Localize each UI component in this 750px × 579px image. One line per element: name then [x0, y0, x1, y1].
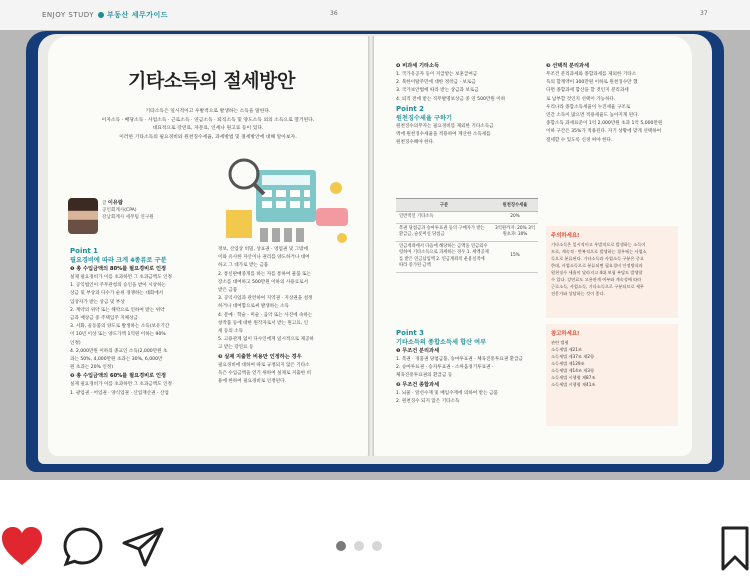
body-line: 필요경비에 따라 크게 4종류로 구분 [70, 257, 167, 264]
piggy-bank-icon [316, 208, 348, 226]
magnifier-icon [230, 160, 258, 188]
body-line: 2. 북한이탈주민에 대한 정착금 · 보로금 [396, 80, 476, 86]
note-line: 원천징수 세율이 달라지고 4대 보험 부담도 발생할 [551, 270, 643, 275]
author-line: 공인회계사(CPA) [102, 208, 137, 213]
body-line: 원 초과는 20% 인정) [70, 365, 114, 371]
body-line: 3. 서화, 골동품의 양도로 발생하는 소득(보유기간 [70, 324, 170, 330]
body-line: 장소를 대여하고 500만원 이하의 사용료로서 [218, 279, 309, 285]
brand-sub: 부동산 세무가이드 [106, 11, 169, 19]
withholding-rate-table [396, 198, 538, 273]
author-label: 글 [102, 201, 107, 206]
article-title: 기타소득의 절세방안 [128, 70, 295, 92]
table-row [396, 241, 538, 272]
body-line: 1. 복권 · 경품권 당첨금품, 승마투표권 · 체육진흥투표권 환급금 [396, 357, 523, 362]
carousel-dot[interactable] [372, 541, 382, 551]
tax-illustration [216, 148, 356, 248]
table-cell-label: 복권 당첨금과 승마투표권 등의 구매자가 받는 환급금, 슬롯머신 당첨금 [396, 223, 492, 241]
body-line: 로 납부할 것인지 선택이 가능하다. [546, 96, 616, 102]
note-line: 기타소득은 일시적이고 우발적으로 발생하는 소득이 [551, 242, 646, 247]
body-line: 원천징수의무자는 필요경비를 제외한 기타소득금 [396, 123, 494, 129]
body-line: 액에 원천징수세율을 적용하여 계산한 소득세를 [396, 132, 491, 138]
body-line: 원천징수세율 구하기 [396, 114, 452, 122]
body-line: 상금 및 부상과 다수가 순위 경쟁하는 대회에서 [70, 291, 164, 297]
brand-text: ENJOY STUDY [42, 11, 94, 19]
table-cell-value: 3억원까지: 20% 3억원초과: 30% [492, 223, 538, 241]
lead-line: 이자소득 · 배당소득 · 사업소득 · 근로소득 · 연금소득 · 퇴직소득 및 양도소득 외의 소득으로 열거된다. [101, 117, 315, 123]
right-page [374, 36, 692, 456]
page-number-left: 36 [330, 10, 338, 17]
body-line: 이 10년 이상 또는 양도가액 1억원 이하는 90% [70, 332, 166, 338]
body-line: 5. 고용관계 없이 다수인에게 일시적으로 제공하 [218, 337, 314, 343]
body-line: 2. 원천징수 되지 않은 기타소득 [396, 398, 460, 404]
table-cell-label: 일반적인 기타소득 [396, 212, 492, 224]
body-line: 무조건 분리과세와 종합과세를 제외한 기타소 [546, 72, 637, 77]
body-line: 원천징수해야 한다. [396, 140, 435, 146]
body-line: 금과 배상금 중 주택입주 지체상금 [70, 316, 138, 322]
note-line: 소득세법 시행령 제41조 [551, 382, 596, 387]
reference-note [546, 324, 678, 426]
note-line: 전문가와 상담하는 것이 좋다. [551, 291, 605, 296]
table-header: 원천징수세율 [492, 199, 538, 212]
body-line: 용에 한하여 필요경비로 인정된다. [218, 379, 286, 385]
body-line: 절세할 수 있도록 신경 써야 한다. [546, 137, 613, 143]
note-line: 소득세법 제21조 [551, 347, 582, 352]
body-line: 득은 수입금액을 얻기 위하여 실제로 지출한 비 [218, 370, 312, 376]
note-line: 근로소득, 사업소득, 기타소득으로 구분되므로 세무 [551, 284, 644, 289]
action-bar [0, 480, 750, 579]
body-line: 득의 합계액이 300만원 이하로 원천징수만 했 [546, 80, 638, 86]
body-line: ❶ 총 수입금액의 80%를 필요경비로 인정 [70, 266, 166, 272]
body-line: 세 등의 소득 [218, 329, 244, 335]
body-line: ❷ 총 수입금액의 60%를 필요경비로 인정 [70, 373, 166, 380]
left-page [48, 36, 368, 456]
table-cell-value: 15% [492, 241, 538, 272]
page-number-right: 37 [700, 10, 708, 17]
body-line: 창작품 등에 대한 원작자로서 받는 원고료, 인 [218, 320, 309, 326]
body-line: 2. 승마투표권 · 승자투표권 · 소싸움경기투표권 · [396, 365, 494, 371]
note-line: 소득세법 제129조 [551, 361, 585, 366]
note-line: 수 있다. 강연료도 고용관계 여부와 계속성에 따라 [551, 277, 642, 282]
body-line: 필요경비에 대하여 따로 규정되지 않은 기타소 [218, 362, 310, 368]
left-column-2 [218, 246, 358, 386]
body-line: 인정) [70, 340, 81, 346]
body-line: 1. 뇌물 · 알선수재 및 배임수재에 의하여 받는 금품 [396, 390, 498, 396]
lead-line: 대표적으로 강연료, 자문료, 인세나 원고료 등이 있다. [152, 126, 264, 132]
body-line: 이하 구간은 35%가 적용된다. 자기 상황에 맞게 선택하여 [546, 129, 662, 135]
body-line: 종합소득 과세표준이 1억 2,000만원 초과 1억 5,000만원 [546, 121, 663, 127]
note-line: 소득세법 시행령 제87조 [551, 375, 596, 380]
body-line: 4. 문예 · 학술 · 미술 · 음악 또는 사진에 속하는 [218, 312, 313, 318]
body-line: 1. 공익법인이 주무관청의 승인을 받아 시상하는 [70, 283, 166, 289]
body-line: ❹ 비과세 기타소득 [396, 63, 440, 69]
body-line: 3. 공익사업과 관련하여 지역권 · 지상권을 설정 [218, 296, 313, 302]
author-avatar [68, 198, 98, 234]
body-line: 3. 국가보안법에 따라 받는 상금과 보로금 [396, 88, 479, 94]
note-line: 득으로 분류된다. 기타소득과 사업소득 구분은 중요 [551, 256, 644, 261]
spread-header [0, 0, 750, 30]
like-heart-icon[interactable] [0, 525, 44, 569]
brand-dot-icon [98, 12, 104, 18]
table-row [396, 212, 538, 224]
body-line: ❷ 무조건 종합과세 [396, 381, 440, 388]
body-line: 2. 계약의 위약 또는 해약으로 인하여 받는 위약 [70, 307, 165, 313]
note-body [546, 339, 678, 388]
note-line: 관련 법령 [551, 340, 569, 345]
carousel-dots[interactable] [336, 541, 396, 551]
note-line: 소득세법 제14조 제3항 [551, 368, 595, 373]
caution-note [546, 226, 678, 318]
lead-line: 이러한 기타소득의 필요경비와 원천징수세율, 과세방법 및 절세방안에 대해 알아보자. [119, 134, 297, 140]
body-line: 4. 2,000만원 이하의 종교인 소득(2,000만원 초 [70, 348, 168, 354]
author-line: 강남회계사 세무팀 연구원 [102, 215, 154, 220]
right-column-1-bottom [396, 328, 541, 406]
carousel-dot[interactable] [354, 541, 364, 551]
brand-label [42, 10, 168, 20]
right-column-2 [546, 62, 686, 145]
note-line: 한데, 사업소득으로 분류되면 필요경비 인정방식과 [551, 263, 643, 268]
author-block [102, 200, 154, 221]
lead-line: 기타소득은 일시적이고 우발적으로 발생하는 소득을 말한다. [145, 109, 271, 114]
body-line: 하거나 대여함으로써 발생하는 소득 [218, 304, 289, 310]
table-row [396, 223, 538, 241]
body-line: 1. 광업권 · 어업권 · 양식업권 · 산업재산권 · 산업 [70, 390, 169, 396]
body-line: 고 받는 강연료 등 [218, 345, 254, 351]
note-line: 므로, 계속적 · 반복적으로 발생하는 경우에는 사업소 [551, 249, 647, 254]
body-line: 1. 국가유공자 등이 지급받는 보훈급여금 [396, 72, 478, 77]
body-line: 체육진흥투표권의 환급금 등 [396, 373, 453, 379]
right-column-1-top [396, 62, 541, 147]
table-header: 구분 [396, 199, 492, 212]
article-lead [70, 108, 346, 142]
body-line: 입상자가 받는 상금 및 부상 [70, 299, 125, 305]
body-line: ❸ 실제 지출한 비용만 인정하는 경우 [218, 353, 302, 360]
note-title: 참고하세요! [551, 331, 580, 337]
body-line: 우리나라 종합소득세율이 누진세율 구조로 [546, 104, 631, 110]
body-line: 과는 50%, 4,000만원 초과는 30%, 6,000만 [70, 357, 163, 363]
bookmark-icon[interactable] [721, 526, 749, 572]
left-column-1 [70, 246, 210, 398]
body-line: 연간 소득이 많으면 적용세율도 높아지게 된다. [546, 113, 640, 119]
body-line: Point 2 [396, 104, 424, 113]
body-line: 실제 필요경비가 이를 초과하면 그 초과금액도 인정 [70, 382, 172, 388]
body-line: 받은 금품 [218, 288, 238, 294]
body-line: ❸ 선택적 분리과세 [546, 63, 590, 69]
body-line: 정보, 산업상 비밀, 상표권 · 영업권 및 그밖에 [218, 247, 309, 252]
body-line: Point 3 [396, 329, 424, 337]
comment-icon[interactable] [62, 526, 104, 568]
body-line: ❶ 무조건 분리과세 [396, 348, 440, 354]
body-line: 실제 필요경비가 이를 초과하면 그 초과금액도 인정 [70, 275, 172, 280]
body-line: 이와 유사한 자산이나 권리를 양도하거나 대여 [218, 255, 310, 261]
carousel-dot[interactable] [336, 541, 346, 551]
body-line: 기타소득의 종합소득세 합산 여부 [396, 339, 487, 346]
note-title: 주의하세요! [551, 233, 580, 239]
body-line: 2. 통신판매중개를 하는 자를 통하여 물품 또는 [218, 271, 312, 277]
table-cell-value: 20% [492, 212, 538, 224]
body-line: 다면 종합과세 합산을 할 것인지 분리과세 [546, 88, 629, 94]
share-icon[interactable] [121, 526, 165, 568]
note-line: 소득세법 제37조 제2항 [551, 354, 595, 359]
author-name: 이유람 [107, 200, 123, 206]
document-icon [226, 210, 252, 238]
body-line: 하고 그 대가로 받는 금품 [218, 263, 269, 269]
body-line: Point 1 [70, 247, 98, 255]
body-line: 4. 퇴직 전에 받는 직무발명보상금 중 연 500만원 이하 [396, 96, 506, 102]
table-cell-label: 연금계좌에서 다음에 해당하는 금액을 연금외수령하여 기타소득으로 과세하는 경우 1. 세액공제를 받은 연금납입액 2. 연금계좌의 운용실적에 따라 증가된 금액 [396, 241, 492, 272]
note-body [546, 241, 678, 297]
